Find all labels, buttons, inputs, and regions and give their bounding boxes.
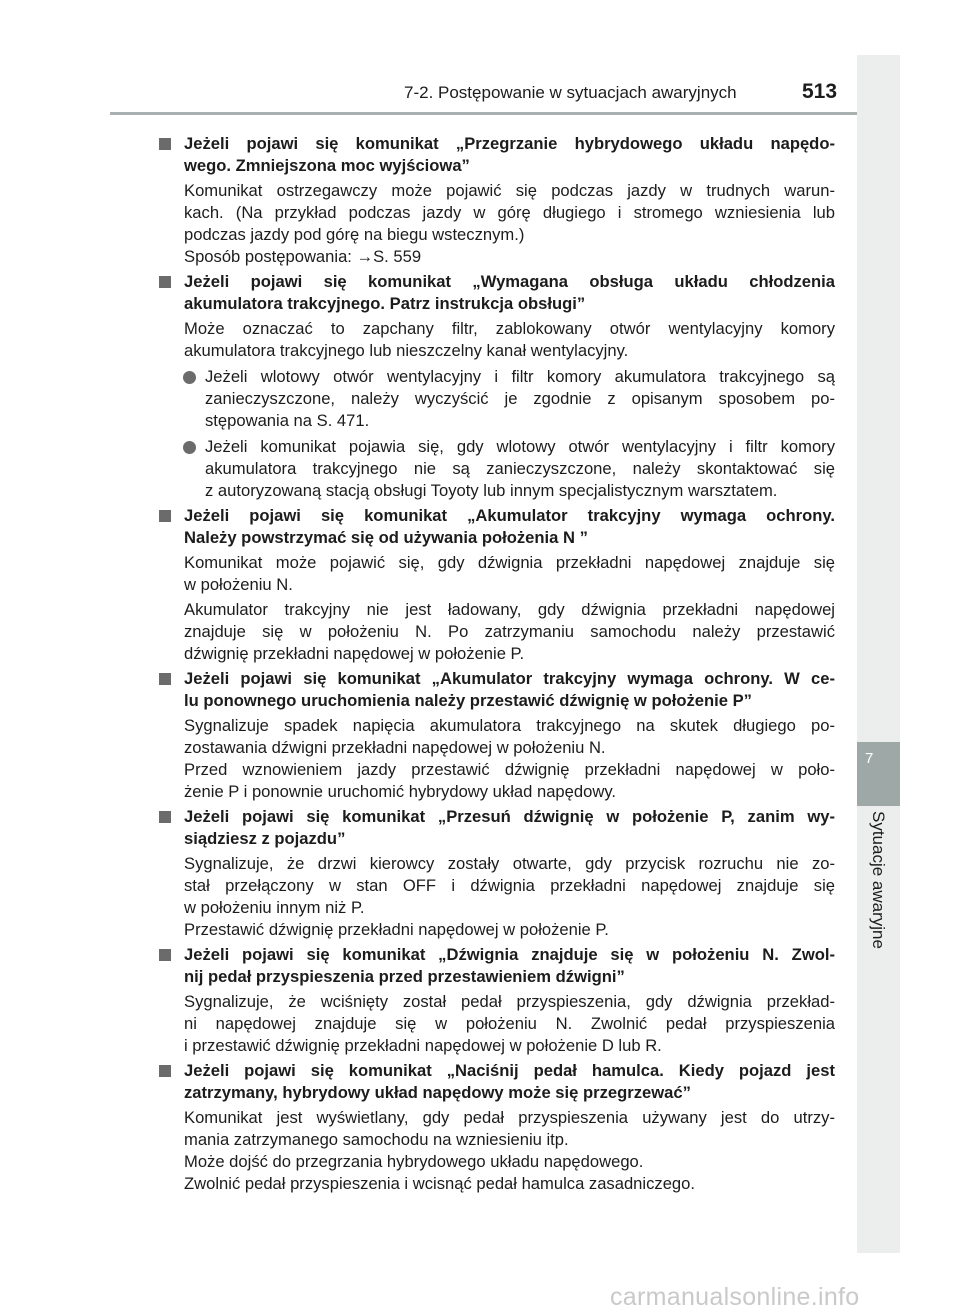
text-line: Jeżeli wlotowy otwór wentylacyjny i filtr komory akumulatora trakcyjnego są	[205, 367, 835, 386]
text-line: Komunikat może pojawić się, gdy dźwignia przekładni napędowej znajduje się	[184, 553, 835, 572]
text-line: siądziesz z pojazdu”	[184, 829, 346, 848]
text-line: zatrzymany, hybrydowy układ napędowy może się przegrzewać”	[184, 1083, 691, 1102]
text-line: Akumulator trakcyjny nie jest ładowany, gdy dźwignia przekładni napędowej	[184, 600, 835, 619]
text-line: ni napędowej znajduje się w położeniu N. Zwolnić pedał przyspieszenia	[184, 1014, 835, 1033]
section-header: 7-2. Postępowanie w sytuacjach awaryjnych	[404, 83, 737, 102]
text-line: i przestawić dźwignię przekładni napędowej w położenie D lub R.	[184, 1036, 662, 1055]
text-line: Komunikat jest wyświetlany, gdy pedał przyspieszenia używany jest do utrzy-	[184, 1108, 835, 1127]
text-line: Jeżeli pojawi się komunikat „Akumulator trakcyjny wymaga ochrony.	[184, 506, 835, 525]
text-line: podczas jazdy pod górę na biegu wstecznym.)	[184, 225, 525, 244]
paragraph	[184, 552, 835, 596]
text-line: Może oznaczać to zapchany filtr, zablokowany otwór wentylacyjny komory	[184, 319, 835, 338]
square-bullet-icon	[159, 138, 171, 150]
text-line: w położeniu innym niż P.	[184, 898, 365, 917]
text-line: stał przełączony w stan OFF i dźwignia przekładni napędowej znajduje się	[184, 876, 835, 895]
text-line: kach. (Na przykład podczas jazdy w górę długiego i stromego wzniesienia lub	[184, 203, 835, 222]
chapter-title: Sytuacje awaryjne	[869, 811, 888, 949]
page-number: 513	[802, 80, 838, 103]
text-line: Sposób postępowania: →S. 559	[184, 247, 422, 266]
text-line: nij pedał przyspieszenia przed przestawieniem dźwigni”	[184, 967, 625, 986]
text-line: Należy powstrzymać się od używania położenia N ”	[184, 528, 588, 547]
text-line: Jeżeli komunikat pojawia się, gdy wlotowy otwór wentylacyjny i filtr komory	[205, 437, 835, 456]
text-line: Komunikat ostrzegawczy może pojawić się podczas jazdy w trudnych warun-	[184, 181, 835, 200]
text-line: Jeżeli pojawi się komunikat „Naciśnij pedał hamulca. Kiedy pojazd jest	[184, 1061, 835, 1080]
text-line: Jeżeli pojawi się komunikat „Przegrzanie hybrydowego układu napędo-	[184, 134, 835, 153]
text-line: mania zatrzymanego samochodu na wzniesieniu itp.	[184, 1130, 569, 1149]
header-divider	[110, 112, 857, 115]
chapter-sidebar	[857, 55, 900, 1253]
square-bullet-icon	[159, 673, 171, 685]
text-line: znajduje się w położeniu N. Po zatrzymaniu samochodu należy przestawić	[184, 622, 835, 641]
text-line: Jeżeli pojawi się komunikat „Przesuń dźwignię w położenie P, zanim wy-	[184, 807, 835, 826]
text-line: lu ponownego uruchomienia należy przestawić dźwignię w położenie P”	[184, 691, 752, 710]
section-heading	[184, 133, 835, 177]
text-line: akumulatora trakcyjnego nie są zanieczyszczone, należy skontaktować się	[205, 459, 835, 478]
paragraph	[184, 715, 835, 803]
chapter-tab[interactable]	[857, 742, 900, 806]
page-content	[184, 130, 835, 1195]
text-line: akumulatora trakcyjnego lub nieszczelny kanał wentylacyjny.	[184, 341, 629, 360]
text-line: zanieczyszczone, należy wyczyścić je zgodnie z opisanym sposobem po-	[205, 389, 835, 408]
text-line: dźwignię przekładni napędowej w położenie P.	[184, 644, 525, 663]
text-line: wego. Zmniejszona moc wyjściowa”	[184, 156, 470, 175]
circle-bullet-icon	[183, 371, 196, 384]
section-heading	[184, 806, 835, 850]
text-line: Sygnalizuje spadek napięcia akumulatora trakcyjnego na skutek długiego po-	[184, 716, 835, 735]
circle-bullet-icon	[183, 441, 196, 454]
text-line: Zwolnić pedał przyspieszenia i wcisnąć pedał hamulca zasadniczego.	[184, 1174, 695, 1193]
bullet-item	[184, 366, 835, 432]
section-heading	[184, 944, 835, 988]
square-bullet-icon	[159, 276, 171, 288]
chapter-number: 7	[865, 750, 874, 767]
text-line: stępowania na S. 471.	[205, 411, 370, 430]
text-line: Przestawić dźwignię przekładni napędowej w położenie P.	[184, 920, 609, 939]
text-line: Sygnalizuje, że wciśnięty został pedał przyspieszenia, gdy dźwignia przekład-	[184, 992, 835, 1011]
paragraph	[184, 991, 835, 1057]
paragraph	[184, 180, 835, 268]
section-heading	[184, 505, 835, 549]
section-heading	[184, 1060, 835, 1104]
section-heading	[184, 668, 835, 712]
text-line: w położeniu N.	[184, 575, 293, 594]
square-bullet-icon	[159, 811, 171, 823]
paragraph	[184, 599, 835, 665]
text-line: Sygnalizuje, że drzwi kierowcy zostały otwarte, gdy przycisk rozruchu nie zo-	[184, 854, 835, 873]
text-line: Może dojść do przegrzania hybrydowego układu napędowego.	[184, 1152, 644, 1171]
text-line: z autoryzowaną stacją obsługi Toyoty lub innym specjalistycznym warsztatem.	[205, 481, 778, 500]
square-bullet-icon	[159, 949, 171, 961]
paragraph	[184, 1107, 835, 1195]
square-bullet-icon	[159, 1065, 171, 1077]
text-line: Jeżeli pojawi się komunikat „Akumulator trakcyjny wymaga ochrony. W ce-	[184, 669, 835, 688]
text-line: akumulatora trakcyjnego. Patrz instrukcja obsługi”	[184, 294, 586, 313]
section-heading	[184, 271, 835, 315]
text-line: Jeżeli pojawi się komunikat „Dźwignia znajduje się w położeniu N. Zwol-	[184, 945, 835, 964]
text-line: zostawania dźwigni przekładni napędowej w położeniu N.	[184, 738, 606, 757]
square-bullet-icon	[159, 510, 171, 522]
text-line: Jeżeli pojawi się komunikat „Wymagana obsługa układu chłodzenia	[184, 272, 835, 291]
paragraph	[184, 318, 835, 362]
paragraph	[184, 853, 835, 941]
bullet-item	[184, 436, 835, 502]
text-line: Przed wznowieniem jazdy przestawić dźwignię przekładni napędowej w poło-	[184, 760, 835, 779]
text-line: żenie P i ponownie uruchomić hybrydowy układ napędowy.	[184, 782, 616, 801]
watermark: carmanualsonline.info	[610, 1283, 860, 1311]
